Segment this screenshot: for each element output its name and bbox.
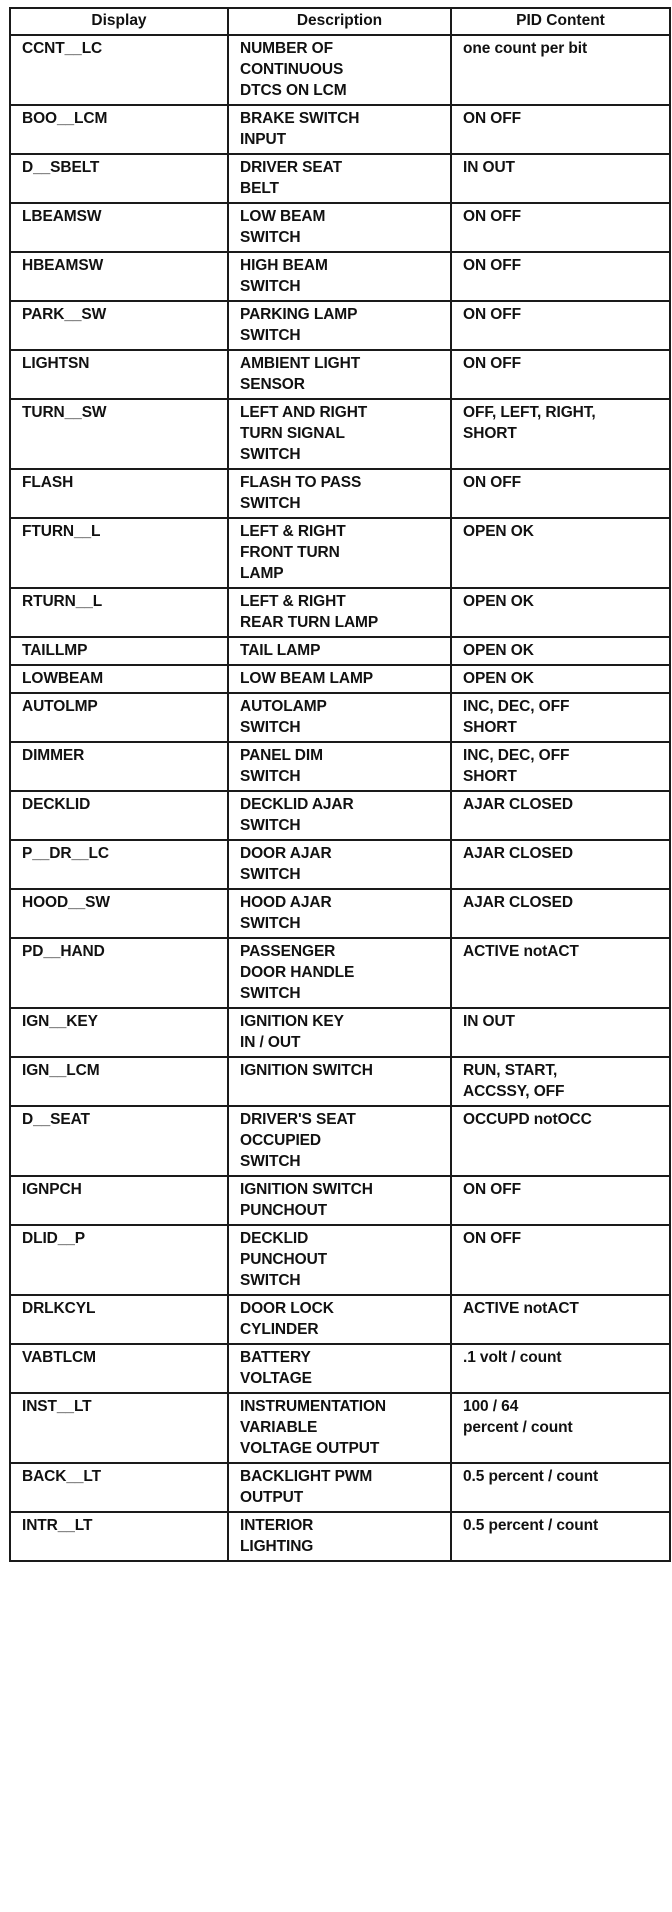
cell-pid-content: OPEN OK: [451, 588, 670, 637]
cell-pid-content: ON OFF: [451, 350, 670, 399]
cell-display: DRLKCYL: [10, 1295, 228, 1344]
cell-description: LEFT AND RIGHT TURN SIGNAL SWITCH: [228, 399, 451, 469]
cell-description: DOOR LOCK CYLINDER: [228, 1295, 451, 1344]
cell-pid-content: ACTIVE notACT: [451, 938, 670, 1008]
cell-pid-content: ON OFF: [451, 1176, 670, 1225]
table-row: [10, 469, 670, 518]
table-row: [10, 693, 670, 742]
cell-description: TAIL LAMP: [228, 637, 451, 665]
cell-display: AUTOLMP: [10, 693, 228, 742]
column-header-display: Display: [10, 8, 228, 35]
table-row: [10, 637, 670, 665]
cell-description: HOOD AJAR SWITCH: [228, 889, 451, 938]
cell-display: IGN__LCM: [10, 1057, 228, 1106]
cell-display: INTR__LT: [10, 1512, 228, 1561]
table-row: [10, 1176, 670, 1225]
cell-display: DIMMER: [10, 742, 228, 791]
cell-display: HOOD__SW: [10, 889, 228, 938]
cell-description: DRIVER SEAT BELT: [228, 154, 451, 203]
table-row: [10, 889, 670, 938]
table-row: [10, 301, 670, 350]
cell-display: TAILLMP: [10, 637, 228, 665]
cell-display: BOO__LCM: [10, 105, 228, 154]
table-row: [10, 665, 670, 693]
column-header-pid-content: PID Content: [451, 8, 670, 35]
cell-description: DOOR AJAR SWITCH: [228, 840, 451, 889]
cell-display: FLASH: [10, 469, 228, 518]
cell-pid-content: 0.5 percent / count: [451, 1512, 670, 1561]
cell-display: LBEAMSW: [10, 203, 228, 252]
cell-display: PD__HAND: [10, 938, 228, 1008]
cell-display: PARK__SW: [10, 301, 228, 350]
cell-display: CCNT__LC: [10, 35, 228, 105]
cell-description: IGNITION KEY IN / OUT: [228, 1008, 451, 1057]
table-row: [10, 938, 670, 1008]
cell-display: IGN__KEY: [10, 1008, 228, 1057]
cell-display: INST__LT: [10, 1393, 228, 1463]
cell-display: RTURN__L: [10, 588, 228, 637]
table-row: [10, 203, 670, 252]
cell-pid-content: ACTIVE notACT: [451, 1295, 670, 1344]
cell-description: BRAKE SWITCH INPUT: [228, 105, 451, 154]
cell-description: LEFT & RIGHT FRONT TURN LAMP: [228, 518, 451, 588]
cell-pid-content: RUN, START, ACCSSY, OFF: [451, 1057, 670, 1106]
table-row: [10, 518, 670, 588]
cell-display: LOWBEAM: [10, 665, 228, 693]
cell-pid-content: ON OFF: [451, 1225, 670, 1295]
pid-table: [9, 7, 671, 1562]
cell-pid-content: AJAR CLOSED: [451, 840, 670, 889]
table-row: [10, 1057, 670, 1106]
cell-pid-content: INC, DEC, OFF SHORT: [451, 693, 670, 742]
table-row: [10, 35, 670, 105]
cell-pid-content: OCCUPD notOCC: [451, 1106, 670, 1176]
cell-pid-content: one count per bit: [451, 35, 670, 105]
table-row: [10, 1512, 670, 1561]
cell-pid-content: OFF, LEFT, RIGHT, SHORT: [451, 399, 670, 469]
cell-description: AUTOLAMP SWITCH: [228, 693, 451, 742]
table-row: [10, 154, 670, 203]
table-row: [10, 742, 670, 791]
cell-display: HBEAMSW: [10, 252, 228, 301]
table-row: [10, 105, 670, 154]
table-row: [10, 350, 670, 399]
cell-pid-content: .1 volt / count: [451, 1344, 670, 1393]
cell-description: PARKING LAMP SWITCH: [228, 301, 451, 350]
cell-description: AMBIENT LIGHT SENSOR: [228, 350, 451, 399]
cell-display: D__SEAT: [10, 1106, 228, 1176]
cell-pid-content: 100 / 64 percent / count: [451, 1393, 670, 1463]
table-row: [10, 1344, 670, 1393]
cell-pid-content: AJAR CLOSED: [451, 889, 670, 938]
cell-description: INSTRUMENTATION VARIABLE VOLTAGE OUTPUT: [228, 1393, 451, 1463]
cell-display: BACK__LT: [10, 1463, 228, 1512]
table-row: [10, 1295, 670, 1344]
cell-description: HIGH BEAM SWITCH: [228, 252, 451, 301]
pid-table-page: [9, 7, 669, 1562]
table-row: [10, 588, 670, 637]
cell-pid-content: AJAR CLOSED: [451, 791, 670, 840]
table-row: [10, 1225, 670, 1295]
cell-description: DECKLID AJAR SWITCH: [228, 791, 451, 840]
cell-description: PANEL DIM SWITCH: [228, 742, 451, 791]
cell-pid-content: OPEN OK: [451, 518, 670, 588]
table-row: [10, 1393, 670, 1463]
cell-description: BATTERY VOLTAGE: [228, 1344, 451, 1393]
cell-display: FTURN__L: [10, 518, 228, 588]
table-row: [10, 399, 670, 469]
cell-display: VABTLCM: [10, 1344, 228, 1393]
cell-pid-content: OPEN OK: [451, 637, 670, 665]
cell-description: IGNITION SWITCH: [228, 1057, 451, 1106]
table-header-row: [10, 8, 670, 35]
cell-description: DECKLID PUNCHOUT SWITCH: [228, 1225, 451, 1295]
cell-display: DLID__P: [10, 1225, 228, 1295]
cell-pid-content: IN OUT: [451, 1008, 670, 1057]
cell-description: LOW BEAM LAMP: [228, 665, 451, 693]
table-row: [10, 840, 670, 889]
cell-display: D__SBELT: [10, 154, 228, 203]
cell-pid-content: INC, DEC, OFF SHORT: [451, 742, 670, 791]
cell-description: IGNITION SWITCH PUNCHOUT: [228, 1176, 451, 1225]
cell-display: P__DR__LC: [10, 840, 228, 889]
table-row: [10, 1008, 670, 1057]
cell-pid-content: OPEN OK: [451, 665, 670, 693]
table-row: [10, 252, 670, 301]
table-row: [10, 791, 670, 840]
cell-pid-content: ON OFF: [451, 469, 670, 518]
cell-description: PASSENGER DOOR HANDLE SWITCH: [228, 938, 451, 1008]
cell-display: DECKLID: [10, 791, 228, 840]
column-header-description: Description: [228, 8, 451, 35]
cell-display: TURN__SW: [10, 399, 228, 469]
cell-description: INTERIOR LIGHTING: [228, 1512, 451, 1561]
cell-description: NUMBER OF CONTINUOUS DTCS ON LCM: [228, 35, 451, 105]
cell-description: LEFT & RIGHT REAR TURN LAMP: [228, 588, 451, 637]
table-row: [10, 1106, 670, 1176]
cell-pid-content: ON OFF: [451, 203, 670, 252]
cell-pid-content: IN OUT: [451, 154, 670, 203]
cell-display: LIGHTSN: [10, 350, 228, 399]
cell-pid-content: ON OFF: [451, 301, 670, 350]
cell-description: DRIVER'S SEAT OCCUPIED SWITCH: [228, 1106, 451, 1176]
cell-pid-content: ON OFF: [451, 105, 670, 154]
cell-description: FLASH TO PASS SWITCH: [228, 469, 451, 518]
cell-pid-content: ON OFF: [451, 252, 670, 301]
cell-description: LOW BEAM SWITCH: [228, 203, 451, 252]
cell-pid-content: 0.5 percent / count: [451, 1463, 670, 1512]
cell-display: IGNPCH: [10, 1176, 228, 1225]
cell-description: BACKLIGHT PWM OUTPUT: [228, 1463, 451, 1512]
table-row: [10, 1463, 670, 1512]
table-body: [10, 35, 670, 1561]
